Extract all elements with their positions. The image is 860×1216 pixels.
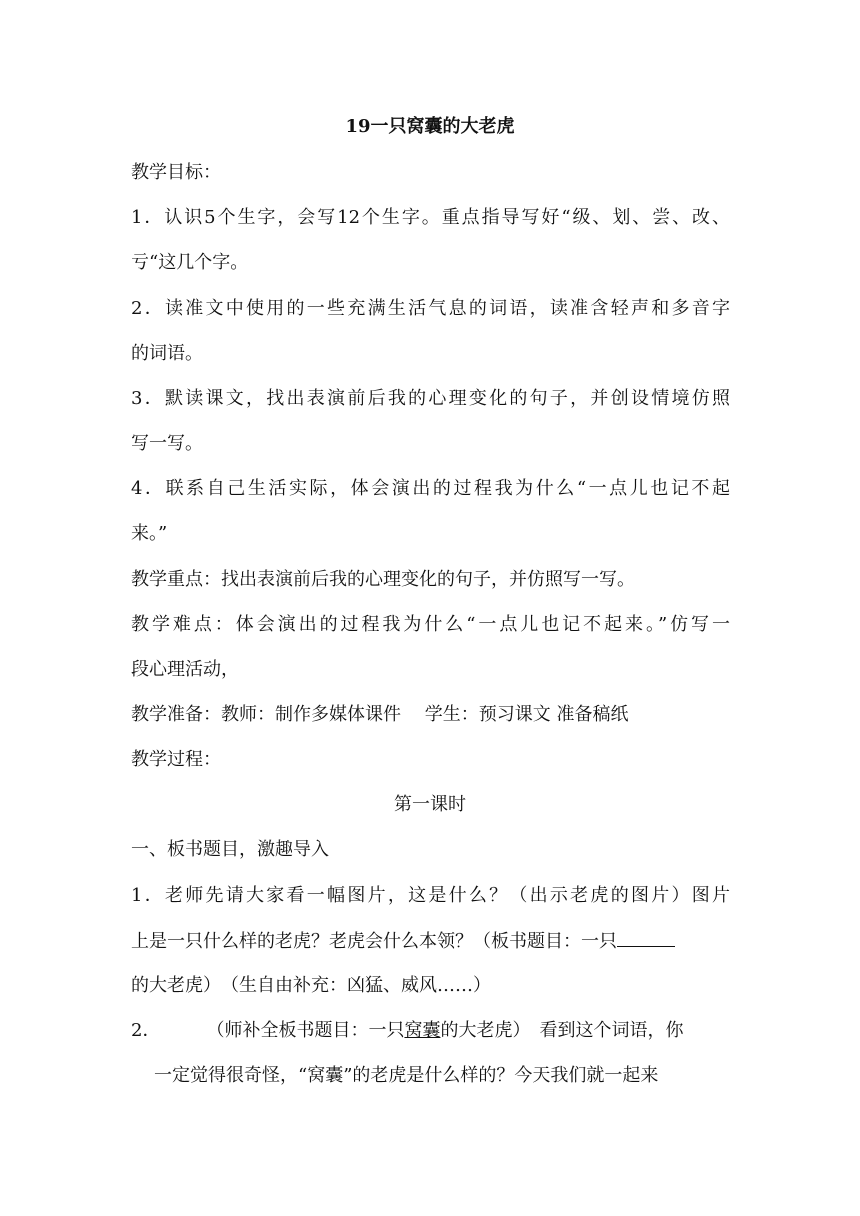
- objective-4-line-2: 来。”: [131, 523, 168, 544]
- process-heading: 教学过程：: [131, 749, 221, 770]
- lesson-heading: 第一课时: [394, 794, 466, 815]
- objectives-heading: 教学目标：: [131, 162, 221, 183]
- step-2-text-pre: （师补全板书题目：一只: [206, 1020, 405, 1041]
- step-2-line-1: [131, 1018, 730, 1044]
- fill-in-blank: [617, 928, 675, 947]
- objective-1-line-2: 亏“这几个字。: [131, 252, 249, 273]
- difficulty-line-2: 段心理活动，: [131, 659, 239, 680]
- objective-3-line-2: 写一写。: [131, 433, 203, 454]
- objective-2-line-2: 的词语。: [131, 343, 203, 364]
- step-1-line-3: 的大老虎） （生自由补充：凶猛、威风……）: [131, 975, 491, 996]
- objective-3-line-1: 3．默读课文，找出表演前后我的心理变化的句子，并创设情境仿照: [131, 388, 730, 409]
- step-2-text-post: 的大老虎） 看到这个词语，你: [440, 1020, 684, 1041]
- difficulty-line-1: 教学难点：体会演出的过程我为什么“一点儿也记不起来。”仿写一: [131, 614, 730, 635]
- objective-2-line-1: 2．读准文中使用的一些充满生活气息的词语，读准含轻声和多音字: [131, 298, 730, 319]
- key-point: 教学重点：找出表演前后我的心理变化的句子，并仿照写一写。: [131, 569, 635, 590]
- step-1-line-1: 1．老师先请大家看一幅图片，这是什么？（出示老虎的图片）图片: [131, 885, 730, 906]
- document-title: 19一只窝囊的大老虎: [345, 116, 515, 137]
- step-1-line-2: [131, 928, 675, 955]
- step-2-underlined-word: 窝囊: [404, 1020, 441, 1041]
- step-2-number: 2．: [131, 1020, 161, 1041]
- objective-1-line-1: 1．认识5个生字，会写12个生字。重点指导写好“级、划、尝、改、: [131, 207, 730, 228]
- part-1-heading: 一、板书题目，激趣导入: [131, 839, 329, 860]
- preparation: 教学准备：教师：制作多媒体课件 学生：预习课文 准备稿纸: [131, 704, 629, 725]
- step-2-line-2: 一定觉得很奇怪，“窝囊”的老虎是什么样的？今天我们就一起来: [154, 1065, 659, 1086]
- objective-4-line-1: 4．联系自己生活实际，体会演出的过程我为什么“一点儿也记不起: [131, 478, 730, 499]
- step-1-line-2-text: 上是一只什么样的老虎？老虎会什么本领？（板书题目：一只: [131, 931, 617, 952]
